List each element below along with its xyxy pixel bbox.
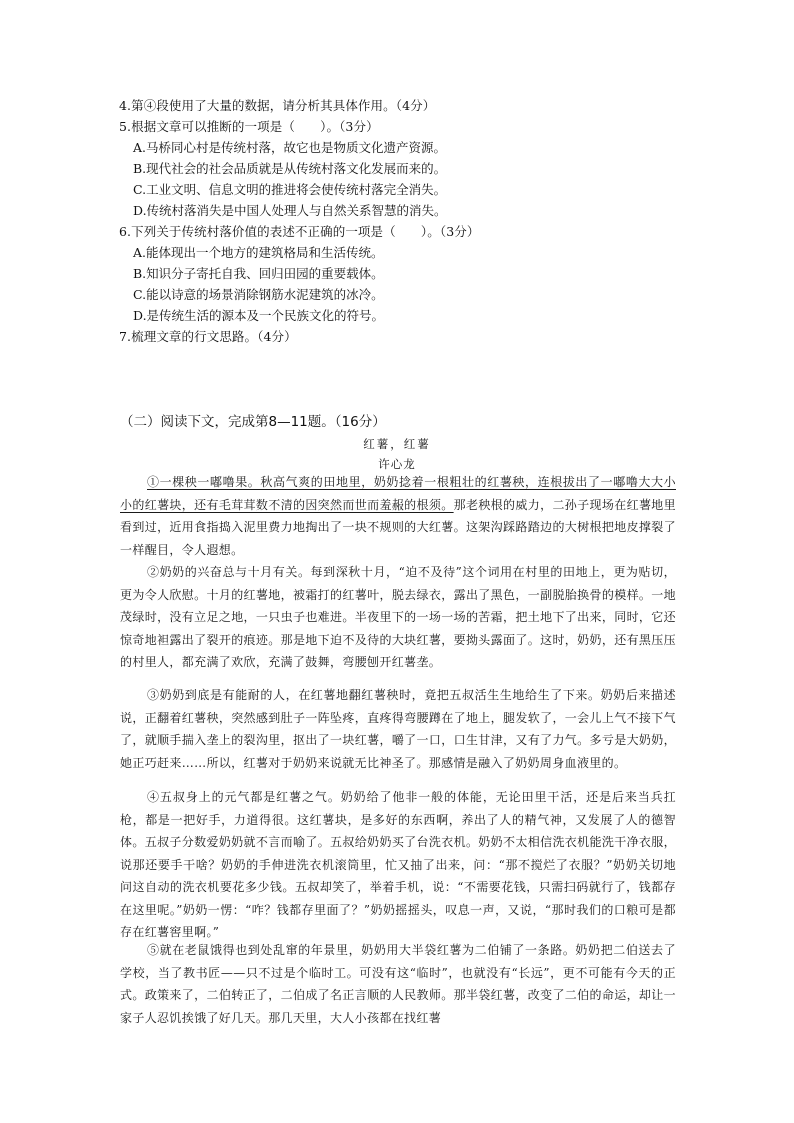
paragraph-4: ④五叔身上的元气都是红薯之气。奶奶给了他非一般的体能，无论田里干活，还是后来当兵扛枪，都是一把好手，力道得很。这红薯块，是多好的东西啊，养出了人的精气神，又发展了人的德智体。五叔子分数爱奶奶就不言而喻了。五叔给奶奶买了台洗衣机。奶奶不太相信洗衣机能洗干净衣服，说那还要手干啥？奶奶的手伸进洗衣机滚筒里，忙又抽了出来，问：“那不搅烂了衣服？”奶奶关切地问这自动的洗衣机要花多少钱。五叔却笑了，举着手机，说：“不需要花钱，只需扫码就行了，钱都存在这里呢。”奶奶一愣：“咋？钱都存里面了？”奶奶摇摇头，叹息一声，又说，“那时我们的口粮可是都存在红薯窖里啊。” (120, 790, 676, 939)
q6-option-c: C.能以诗意的场景消除钢筋水泥建筑的冰冷。 (133, 287, 384, 302)
q6-option-d: D.是传统生活的源本及一个民族文化的符号。 (133, 308, 385, 323)
question-4: 4.第④段使用了大量的数据，请分析其具体作用。（4分） (119, 98, 436, 113)
underlined-sentence: ①一棵秧一嘟噜果。秋高气爽的田地里，奶奶捻着一根粗壮的红薯秧，连根拔出了一嘟噜大大小小的红薯块，还有毛茸茸数不清的因突然而世而羞赧的根须。 (120, 475, 676, 512)
paragraph-1-rest: 那老秧根的威力，二孙子现场在红薯地里看到过，近用食指捣入泥里费力地掏出了一块不规则的大红薯。这架沟踩路踏边的大树根把地皮撑裂了一样醒目，令人遐想。 (120, 497, 677, 557)
question-7: 7.梳理文章的行文思路。（4分） (119, 329, 297, 344)
paragraph-1 (120, 471, 676, 561)
article-author: 许心龙 (378, 457, 416, 471)
section-heading: （二）阅读下文，完成第8—11题。（16分） (120, 414, 386, 430)
q6-option-b: B.知识分子寄托自我、回归田园的重要载体。 (133, 266, 384, 281)
paragraph-5: ⑤就在老鼠饿得也到处乱窜的年景里，奶奶用大半袋红薯为二伯铺了一条路。奶奶把二伯送去了学校，当了教书匠——只不过是个临时工。可没有这“临时”，也就没有“长远”，更不可能有今天的正式。政策来了，二伯转正了，二伯成了名正言顺的人民教师。那半袋红薯，改变了二伯的命运，却让一家子人忍饥挨饿了好几天。那几天里，大人小孩都在找红薯 (120, 943, 676, 1025)
q5-option-a: A.马桥同心村是传统村落，故它也是物质文化遗产资源。 (133, 140, 447, 155)
question-5: 5.根据文章可以推断的一项是（ ）。（3分） (119, 119, 379, 134)
q6-option-a: A.能体现出一个地方的建筑格局和生活传统。 (133, 245, 384, 260)
q5-option-d: D.传统村落消失是中国人处理人与自然关系智慧的消失。 (133, 203, 447, 218)
article-title: 红薯，红薯 (363, 437, 431, 451)
question-6: 6.下列关于传统村落价值的表述不正确的一项是（ ）。（3分） (119, 224, 480, 239)
q5-option-c: C.工业文明、信息文明的推进将会使传统村落完全消失。 (133, 182, 447, 197)
q5-option-b: B.现代社会的社会品质就是从传统村落文化发展而来的。 (133, 161, 447, 176)
paragraph-3: ③奶奶到底是有能耐的人，在红薯地翻红薯秧时，竟把五叔活生生地给生了下来。奶奶后来描述说，正翻着红薯秧，突然感到肚子一阵坠疼，直疼得弯腰蹲在了地上，腿发软了，一会儿上气不接下气了，就顺手揣入垄上的裂沟里，抠出了一块红薯，嚼了一口，口生甘津，又有了力气。多亏是大奶奶，她正巧赶来……所以，红薯对于奶奶来说就无比神圣了。那感情是融入了奶奶周身血液里的。 (120, 688, 676, 770)
paragraph-2: ②奶奶的兴奋总与十月有关。每到深秋十月，“迫不及待”这个词用在村里的田地上，更为贴切，更为令人欣慰。十月的红薯地，被霜打的红薯叶，脱去绿衣，露出了黑色，一副脱胎换骨的模样。一地茂绿时，没有立足之地，一只虫子也难进。半夜里下的一场一场的苦霜，把土地下了出来，同时，它还惊奇地袒露出了裂开的痕迹。那是地下迫不及待的大块红薯，要拗头露面了。这时，奶奶，还有黑压压的村里人，都充满了欢欣，充满了鼓舞，弯腰刨开红薯垄。 (120, 565, 676, 669)
